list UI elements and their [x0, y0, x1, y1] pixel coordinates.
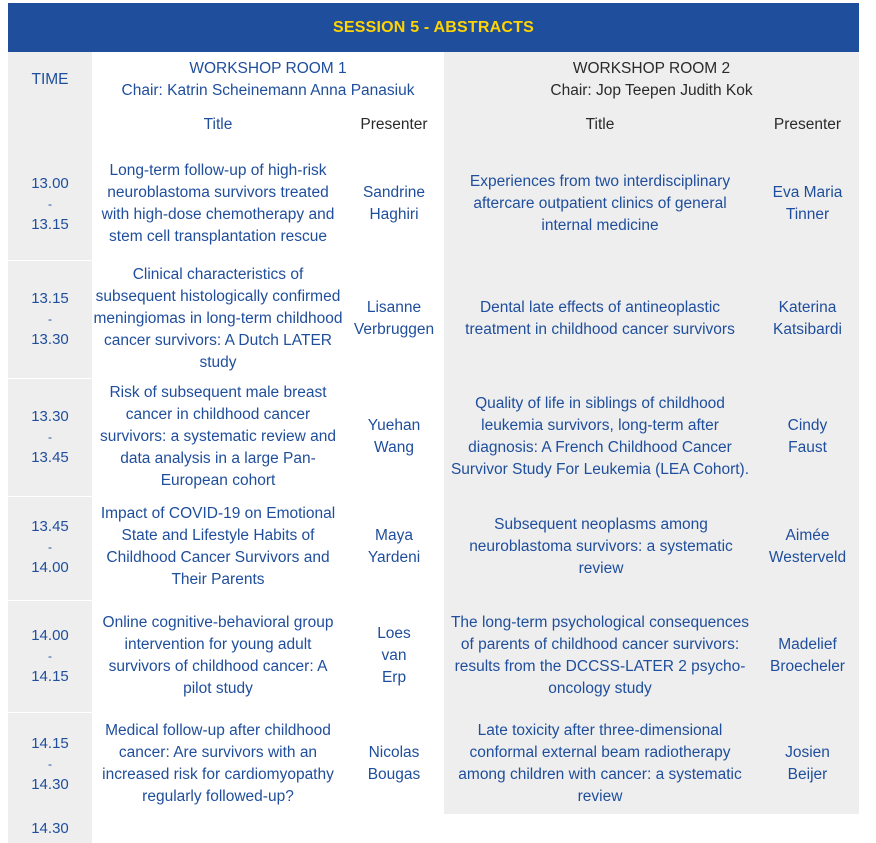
- room2-presenter: Madelief Broecheler: [770, 636, 845, 675]
- room2-talk-title: Subsequent neoplasms among neuroblastoma survivors: a systematic review: [469, 516, 733, 577]
- time-header: TIME: [31, 71, 69, 88]
- room2-talk-title: Experiences from two interdisciplinary aftercare outpatient clinics of general internal medicine: [469, 173, 731, 234]
- time-slot: 13.00 - 13.15: [31, 175, 69, 233]
- time-slot: 13.30 - 13.45: [31, 408, 69, 466]
- room2-talk-title: Dental late effects of antineoplastic treatment in childhood cancer survivors: [465, 299, 735, 338]
- row-divider: [8, 378, 444, 379]
- room2-talk-title: The long-term psychological consequences of parents of childhood cancer survivors: results from the DCCSS-LATER 2 psycho-oncology study: [450, 614, 750, 697]
- row-divider: [8, 260, 444, 261]
- room2-presenter: Aimée Westerveld: [768, 527, 847, 566]
- room1-name: WORKSHOP ROOM 1: [189, 60, 347, 77]
- room2-chair: Chair: Jop Teepen Judith Kok: [550, 82, 753, 99]
- room1-talk-title: Risk of subsequent male breast cancer in childhood cancer survivors: a systematic review and data analysis in a large Pan-European cohort: [99, 384, 337, 489]
- room1-presenter: Lisanne Verbruggen: [353, 299, 435, 338]
- room1-presenter: Loes van Erp: [377, 625, 411, 686]
- room2-presenter: Cindy Faust: [787, 417, 828, 456]
- room2-talk-title: Late toxicity after three-dimensional conformal external beam radiotherapy among children with cancer: a systematic review: [458, 722, 742, 805]
- room1-talk-title: Impact of COVID-19 on Emotional State and Lifestyle Habits of Childhood Cancer Survivors and Their Parents: [100, 505, 336, 588]
- room2-talk-title: Quality of life in siblings of childhood leukemia survivors, long-term after diagnosis: A French Childhood Cancer Survivor Study For Leukemia (LEA Cohort).: [450, 395, 750, 478]
- row-divider: [8, 600, 444, 601]
- time-slot: 14.00 - 14.15: [31, 627, 69, 685]
- time-slot: 14.15 - 14.30: [31, 735, 69, 793]
- row-divider: [8, 496, 444, 497]
- room1-chair: Chair: Katrin Scheinemann Anna Panasiuk: [121, 82, 415, 99]
- room1-presenter-header: Presenter: [360, 116, 428, 133]
- row-divider: [8, 712, 444, 713]
- room2-presenter: Josien Beijer: [785, 744, 830, 783]
- room1-talk-title: Online cognitive-behavioral group intervention for young adult survivors of childhood cancer: A pilot study: [102, 614, 334, 697]
- room2-presenter: Eva Maria Tinner: [772, 184, 843, 223]
- room1-talk-title: Medical follow-up after childhood cancer: Are survivors with an increased risk for cardiomyopathy regularly followed-up?: [102, 722, 334, 805]
- room2-presenter-header: Presenter: [773, 116, 842, 133]
- final-time: 14.30: [31, 820, 69, 837]
- room2-name: WORKSHOP ROOM 2: [572, 60, 731, 77]
- room2-header: [444, 58, 859, 102]
- time-slot: 13.45 - 14.00: [31, 518, 69, 576]
- room2-presenter: Katerina Katsibardi: [773, 299, 842, 338]
- session-header: [8, 3, 859, 52]
- room2-title-header: Title: [585, 116, 615, 133]
- room1-header: [92, 58, 444, 102]
- room1-talk-title: Long-term follow-up of high-risk neuroblastoma survivors treated with high-dose chemotherapy and stem cell transplantation rescue: [101, 162, 335, 245]
- room1-presenter: Nicolas Bougas: [367, 744, 421, 783]
- room1-presenter: Sandrine Haghiri: [362, 184, 426, 223]
- time-slot: 13.15 - 13.30: [31, 290, 69, 348]
- room1-presenter: Yuehan Wang: [367, 417, 421, 456]
- room1-talk-title: Clinical characteristics of subsequent histologically confirmed meningiomas in long-term childhood cancer survivors: A Dutch LATER study: [93, 266, 343, 371]
- room1-presenter: Maya Yardeni: [367, 527, 421, 566]
- session-title: SESSION 5 - ABSTRACTS: [333, 18, 534, 36]
- room1-title-header: Title: [203, 116, 233, 133]
